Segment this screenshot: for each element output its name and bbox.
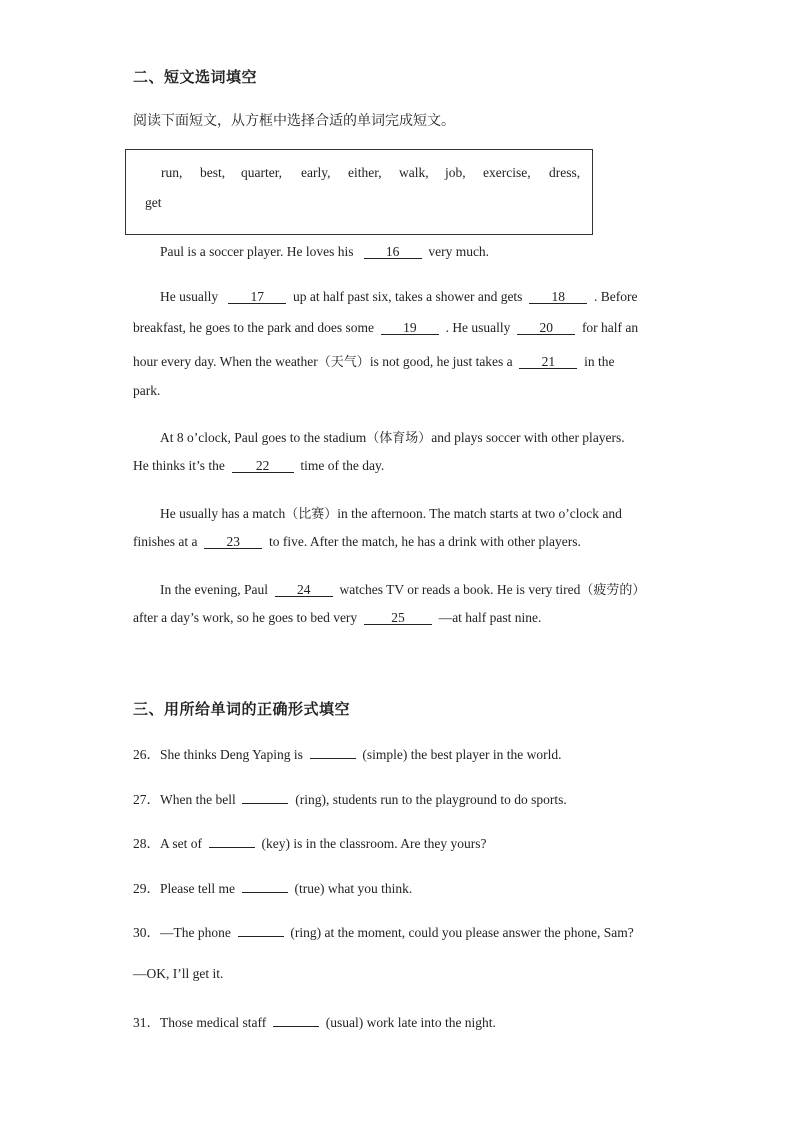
- blank-17[interactable]: 17: [228, 290, 286, 304]
- section-3-heading: 三、用所给单词的正确形式填空: [133, 700, 351, 718]
- passage-line: hour every day. When the weather（天气）is not good, he just takes a 21 in the: [133, 354, 615, 370]
- word-bank-box: [125, 149, 593, 235]
- question-27: 27．When the bell (ring), students run to the playground to do sports.: [133, 792, 567, 807]
- answer-blank-30[interactable]: [238, 936, 284, 937]
- passage-line: after a day’s work, so he goes to bed very 25 —at half past nine.: [133, 610, 542, 625]
- answer-blank-26[interactable]: [310, 758, 356, 759]
- blank-19[interactable]: 19: [381, 321, 439, 335]
- answer-blank-28[interactable]: [209, 847, 255, 848]
- word-bank-item: walk,: [399, 165, 429, 180]
- blank-16[interactable]: 16: [364, 245, 422, 259]
- blank-22[interactable]: 22: [232, 459, 294, 473]
- passage-line: park.: [133, 383, 161, 398]
- passage-line: breakfast, he goes to the park and does some 19 . He usually 20 for half an: [133, 320, 639, 335]
- word-bank-item: exercise,: [483, 165, 531, 180]
- passage-line: finishes at a 23 to five. After the match, he has a drink with other players.: [133, 534, 581, 549]
- blank-24[interactable]: 24: [275, 583, 333, 597]
- section-2-heading: 二、短文选词填空: [133, 68, 258, 86]
- word-bank-item: get: [145, 195, 162, 210]
- answer-blank-29[interactable]: [242, 892, 288, 893]
- word-bank-item: either,: [348, 165, 382, 180]
- question-28: 28．A set of (key) is in the classroom. Are they yours?: [133, 836, 487, 851]
- answer-blank-27[interactable]: [242, 803, 288, 804]
- blank-25[interactable]: 25: [364, 611, 432, 625]
- blank-21[interactable]: 21: [519, 355, 577, 369]
- blank-20[interactable]: 20: [517, 321, 575, 335]
- word-bank-item: job,: [445, 165, 466, 180]
- passage-line: At 8 o’clock, Paul goes to the stadium（体育场）and plays soccer with other players.: [160, 430, 625, 446]
- question-26: 26．She thinks Deng Yaping is (simple) the best player in the world.: [133, 747, 562, 762]
- passage-line: He usually has a match（比赛）in the afternoon. The match starts at two o’clock and: [160, 506, 622, 522]
- word-bank-item: quarter,: [241, 165, 283, 180]
- word-bank-item: run,: [161, 165, 183, 180]
- section-2-instruction: 阅读下面短文，从方框中选择合适的单词完成短文。: [133, 113, 455, 129]
- passage-line: Paul is a soccer player. He loves his 16 very much.: [160, 244, 490, 259]
- question-30-reply: —OK, I’ll get it.: [133, 966, 224, 981]
- passage-line: He thinks it’s the 22 time of the day.: [133, 458, 385, 473]
- word-bank-item: dress,: [549, 165, 581, 180]
- blank-18[interactable]: 18: [529, 290, 587, 304]
- blank-23[interactable]: 23: [204, 535, 262, 549]
- passage-line: In the evening, Paul 24 watches TV or reads a book. He is very tired（疲劳的）: [160, 582, 646, 598]
- passage-line: He usually 17 up at half past six, takes a shower and gets 18 . Before: [160, 289, 638, 304]
- word-bank-item: early,: [301, 165, 331, 180]
- question-29: 29．Please tell me (true) what you think.: [133, 881, 413, 896]
- question-31: 31．Those medical staff (usual) work late into the night.: [133, 1015, 496, 1030]
- word-bank-item: best,: [200, 165, 226, 180]
- question-30: 30．—The phone (ring) at the moment, could you please answer the phone, Sam?: [133, 925, 634, 940]
- answer-blank-31[interactable]: [273, 1026, 319, 1027]
